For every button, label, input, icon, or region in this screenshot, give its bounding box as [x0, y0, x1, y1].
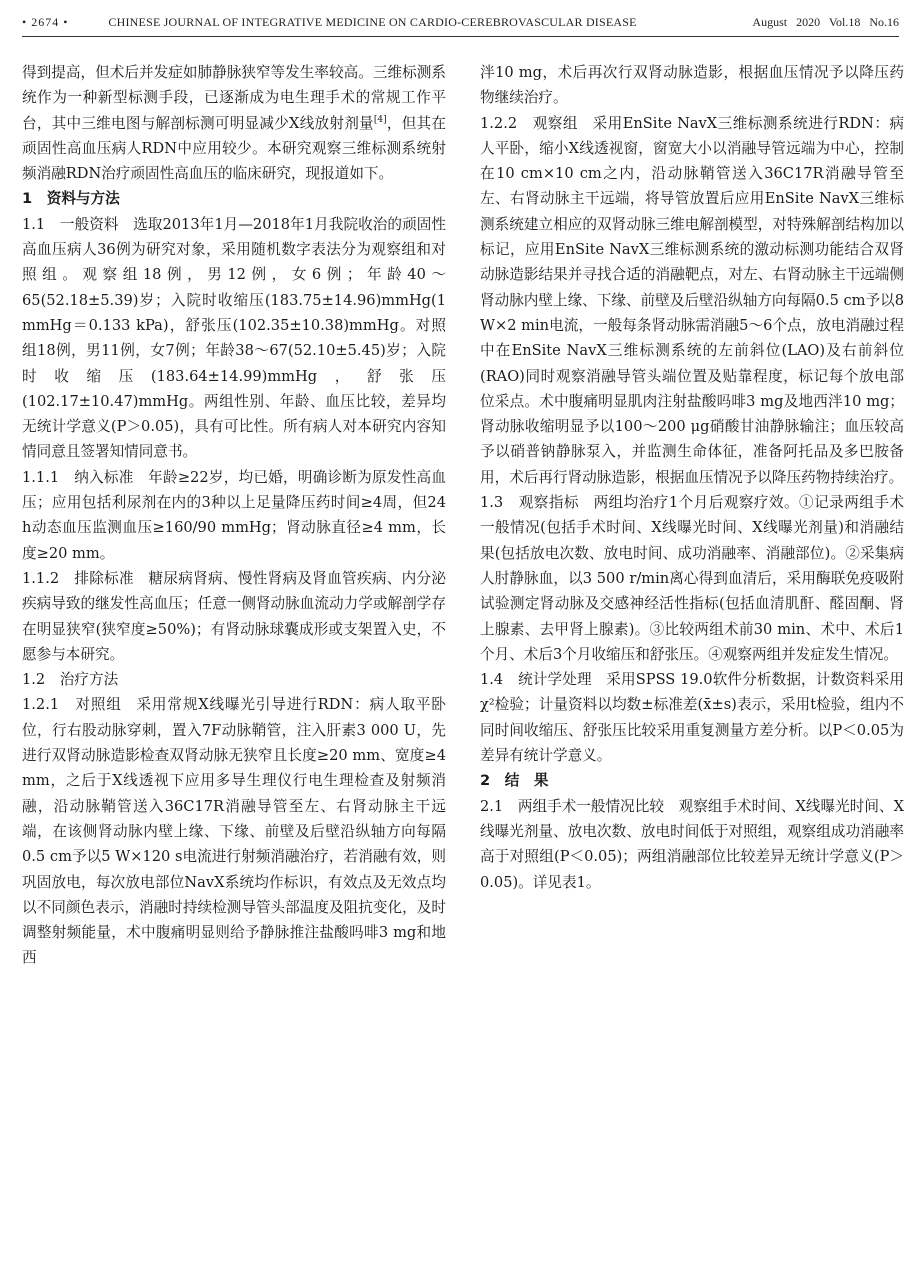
section-1-1-1-text: 年龄≥22岁，均已婚，明确诊断为原发性高血压；应用包括利尿剂在内的3种以上足量降压药时间≥4周，但24 h动态血压监测血压≥160/90 mmHg；肾动脉直径≥4 mm，长度≥20 mm。	[22, 468, 446, 562]
section-1-1-2-label: 1.1.2 排除标准	[22, 569, 134, 587]
section-1-4-label: 1.4 统计学处理	[480, 671, 592, 689]
section-1-3-label: 1.3 观察指标	[480, 494, 579, 512]
section-1-2-2-text: 采用EnSite NavX三维标测系统进行RDN：病人平卧，缩小X线透视窗，窗宽大小以消融导管远端为中心，控制在10 cm×10 cm之内，沿动脉鞘管送入36C17R消融导管至左、右肾动脉主干远端，将导管放置后应用EnSite NavX三维标测系统建立相应的双肾动脉三维电解剖模型，对特殊解剖结构加以标记，应用EnSite NavX三维标测系统的激动标测功能结合双肾动脉造影结果并寻找合适的消融靶点，对左、右肾动脉主干远端侧肾动脉内壁上缘、下缘、前壁及后壁沿纵轴方向每隔0.5 cm予以8 W×2 min电流，一般每条肾动脉需消融5～6个点，放电消融过程中在EnSite NavX三维标测系统的左前斜位(LAO)及右前斜位(RAO)同时观察消融导管头端位置及贴靠程度，标记每个放电部位采点。术中腹痛明显肌肉注射盐酸吗啡3 mg及地西泮10 mg；肾动脉收缩明显予以100～200 μg硝酸甘油静脉输注；血压较高予以硝普钠静脉泵入，并监测生命体征，准备阿托品及多巴胺备用，术后再行肾动脉造影，根据血压情况予以降压药物持续治疗。	[480, 114, 904, 486]
section-1-4-text: 采用SPSS 19.0软件分析数据，计数资料采用χ²检验；计量资料以均数±标准差(x̄±s)表示，采用t检验，组内不同时间收缩压、舒张压比较采用重复测量方差分析。以P＜0.05为差异有统计学意义。	[480, 671, 904, 765]
journal-title: CHINESE JOURNAL OF INTEGRATIVE MEDICINE ON CARDIO-CEREBROVASCULAR DISEASE	[108, 14, 637, 29]
continued-paragraph: 泮10 mg，术后再次行双肾动脉造影，根据血压情况予以降压药物继续治疗。	[480, 64, 904, 107]
section-1-1-1	[22, 465, 446, 566]
section-1-1-2-text: 糖尿病肾病、慢性肾病及肾血管疾病、内分泌疾病导致的继发性高血压；任意一侧肾动脉血流动力学或解剖学存在明显狭窄(狭窄度≥50%)；有肾动脉球囊成形或支架置入史，不愿参与本研究。	[22, 569, 446, 663]
section-1-2-1-text: 采用常规X线曝光引导进行RDN：病人取平卧位，行右股动脉穿刺，置入7F动脉鞘管，注入肝素3 000 U，先进行双肾动脉造影检查双肾动脉无狭窄且长度≥20 mm、宽度≥4 mm，之后于X线透视下应用多导生理仪行电生理检查及射频消融，沿动脉鞘管送入36C17R消融导管至左、右肾动脉主干远端，在该侧肾动脉内壁上缘、下缘、前壁及后壁沿纵轴方向每隔0.5 cm予以5 W×120 s电流进行射频消融治疗，若消融有效，则巩固放电，每次放电部位NavX系统均作标识，有效点及无效点均以不同颜色表示，消融时持续检测导管头部温度及阻抗变化，及时调整射频能量，术中腹痛明显则给予静脉推注盐酸吗啡3 mg和地西	[22, 696, 446, 967]
section-heading-1: 1 资料与方法	[22, 190, 120, 208]
intro-text-a: 得到提高，但术后并发症如肺静脉狭窄等发生率较高。三维标测系统作为一种新型标测手段，已逐渐成为电生理手术的常规工作平台，其中三维电图与解剖标测可明显减少X线放射剂量	[22, 64, 446, 132]
section-1-2-1-label: 1.2.1 对照组	[22, 696, 122, 714]
section-1-3	[480, 490, 904, 667]
left-column	[22, 60, 446, 971]
section-1-4	[480, 667, 904, 768]
section-1-1-text: 选取2013年1月—2018年1月我院收治的顽固性高血压病人36例为研究对象，采用随机数字表法分为观察组和对照组。观察组18例，男12例，女6例；年龄40～65(52.18±5.39)岁；入院时收缩压(183.75±14.96)mmHg(1 mmHg＝0.133 kPa)，舒张压(102.35±10.38)mmHg。对照组18例，男11例，女7例；年龄38～67(52.10±5.45)岁；入院时收缩压(183.64±14.99)mmHg，舒张压(102.17±10.47)mmHg。两组性别、年龄、血压比较，差异均无统计学意义(P＞0.05)，具有可比性。所有病人对本研究内容知情同意且签署知情同意书。	[22, 215, 446, 461]
section-1-3-text: 两组均治疗1个月后观察疗效。①记录两组手术一般情况(包括手术时间、X线曝光时间、X线曝光剂量)和消融结果(包括放电次数、放电时间、成功消融率、消融部位)。②采集病人肘静脉血，以3 500 r/min离心得到血清后，采用酶联免疫吸附试验测定肾动脉及交感神经活性指标(包括血清肌酐、醛固酮、肾上腺素、去甲肾上腺素)。③比较两组术前30 min、术中、术后1个月、术后3个月收缩压和舒张压。④观察两组并发症发生情况。	[480, 494, 904, 663]
right-column	[480, 60, 904, 895]
citation-ref: [4]	[373, 114, 387, 125]
section-1-1	[22, 212, 446, 465]
running-header	[22, 8, 899, 37]
page-number: • 2674 •	[22, 14, 69, 29]
section-1-1-2	[22, 566, 446, 667]
intro-text-b: ，但其在顽固性高血压病人RDN中应用较少。本研究观察三维标测系统射频消融RDN治疗顽固性高血压的临床研究，现报道如下。	[22, 114, 446, 183]
section-heading-2: 2 结 果	[480, 772, 549, 790]
section-2-1	[480, 794, 904, 895]
section-1-2-heading: 1.2 治疗方法	[22, 671, 119, 689]
section-2-1-text: 观察组手术时间、X线曝光时间、X线曝光剂量、放电次数、放电时间低于对照组，观察组成功消融率高于对照组(P＜0.05)；两组消融部位比较差异无统计学意义(P＞0.05)。详见表1。	[480, 797, 904, 891]
intro-paragraph	[22, 60, 446, 186]
section-1-2-2-label: 1.2.2 观察组	[480, 114, 578, 132]
section-1-1-label: 1.1 一般资料	[22, 215, 119, 233]
section-1-2-2	[480, 111, 904, 490]
section-2-1-label: 2.1 两组手术一般情况比较	[480, 797, 664, 815]
section-1-2-1	[22, 692, 446, 970]
section-1-1-1-label: 1.1.1 纳入标准	[22, 468, 134, 486]
issue-info: August 2020 Vol.18 No.16	[752, 14, 899, 29]
